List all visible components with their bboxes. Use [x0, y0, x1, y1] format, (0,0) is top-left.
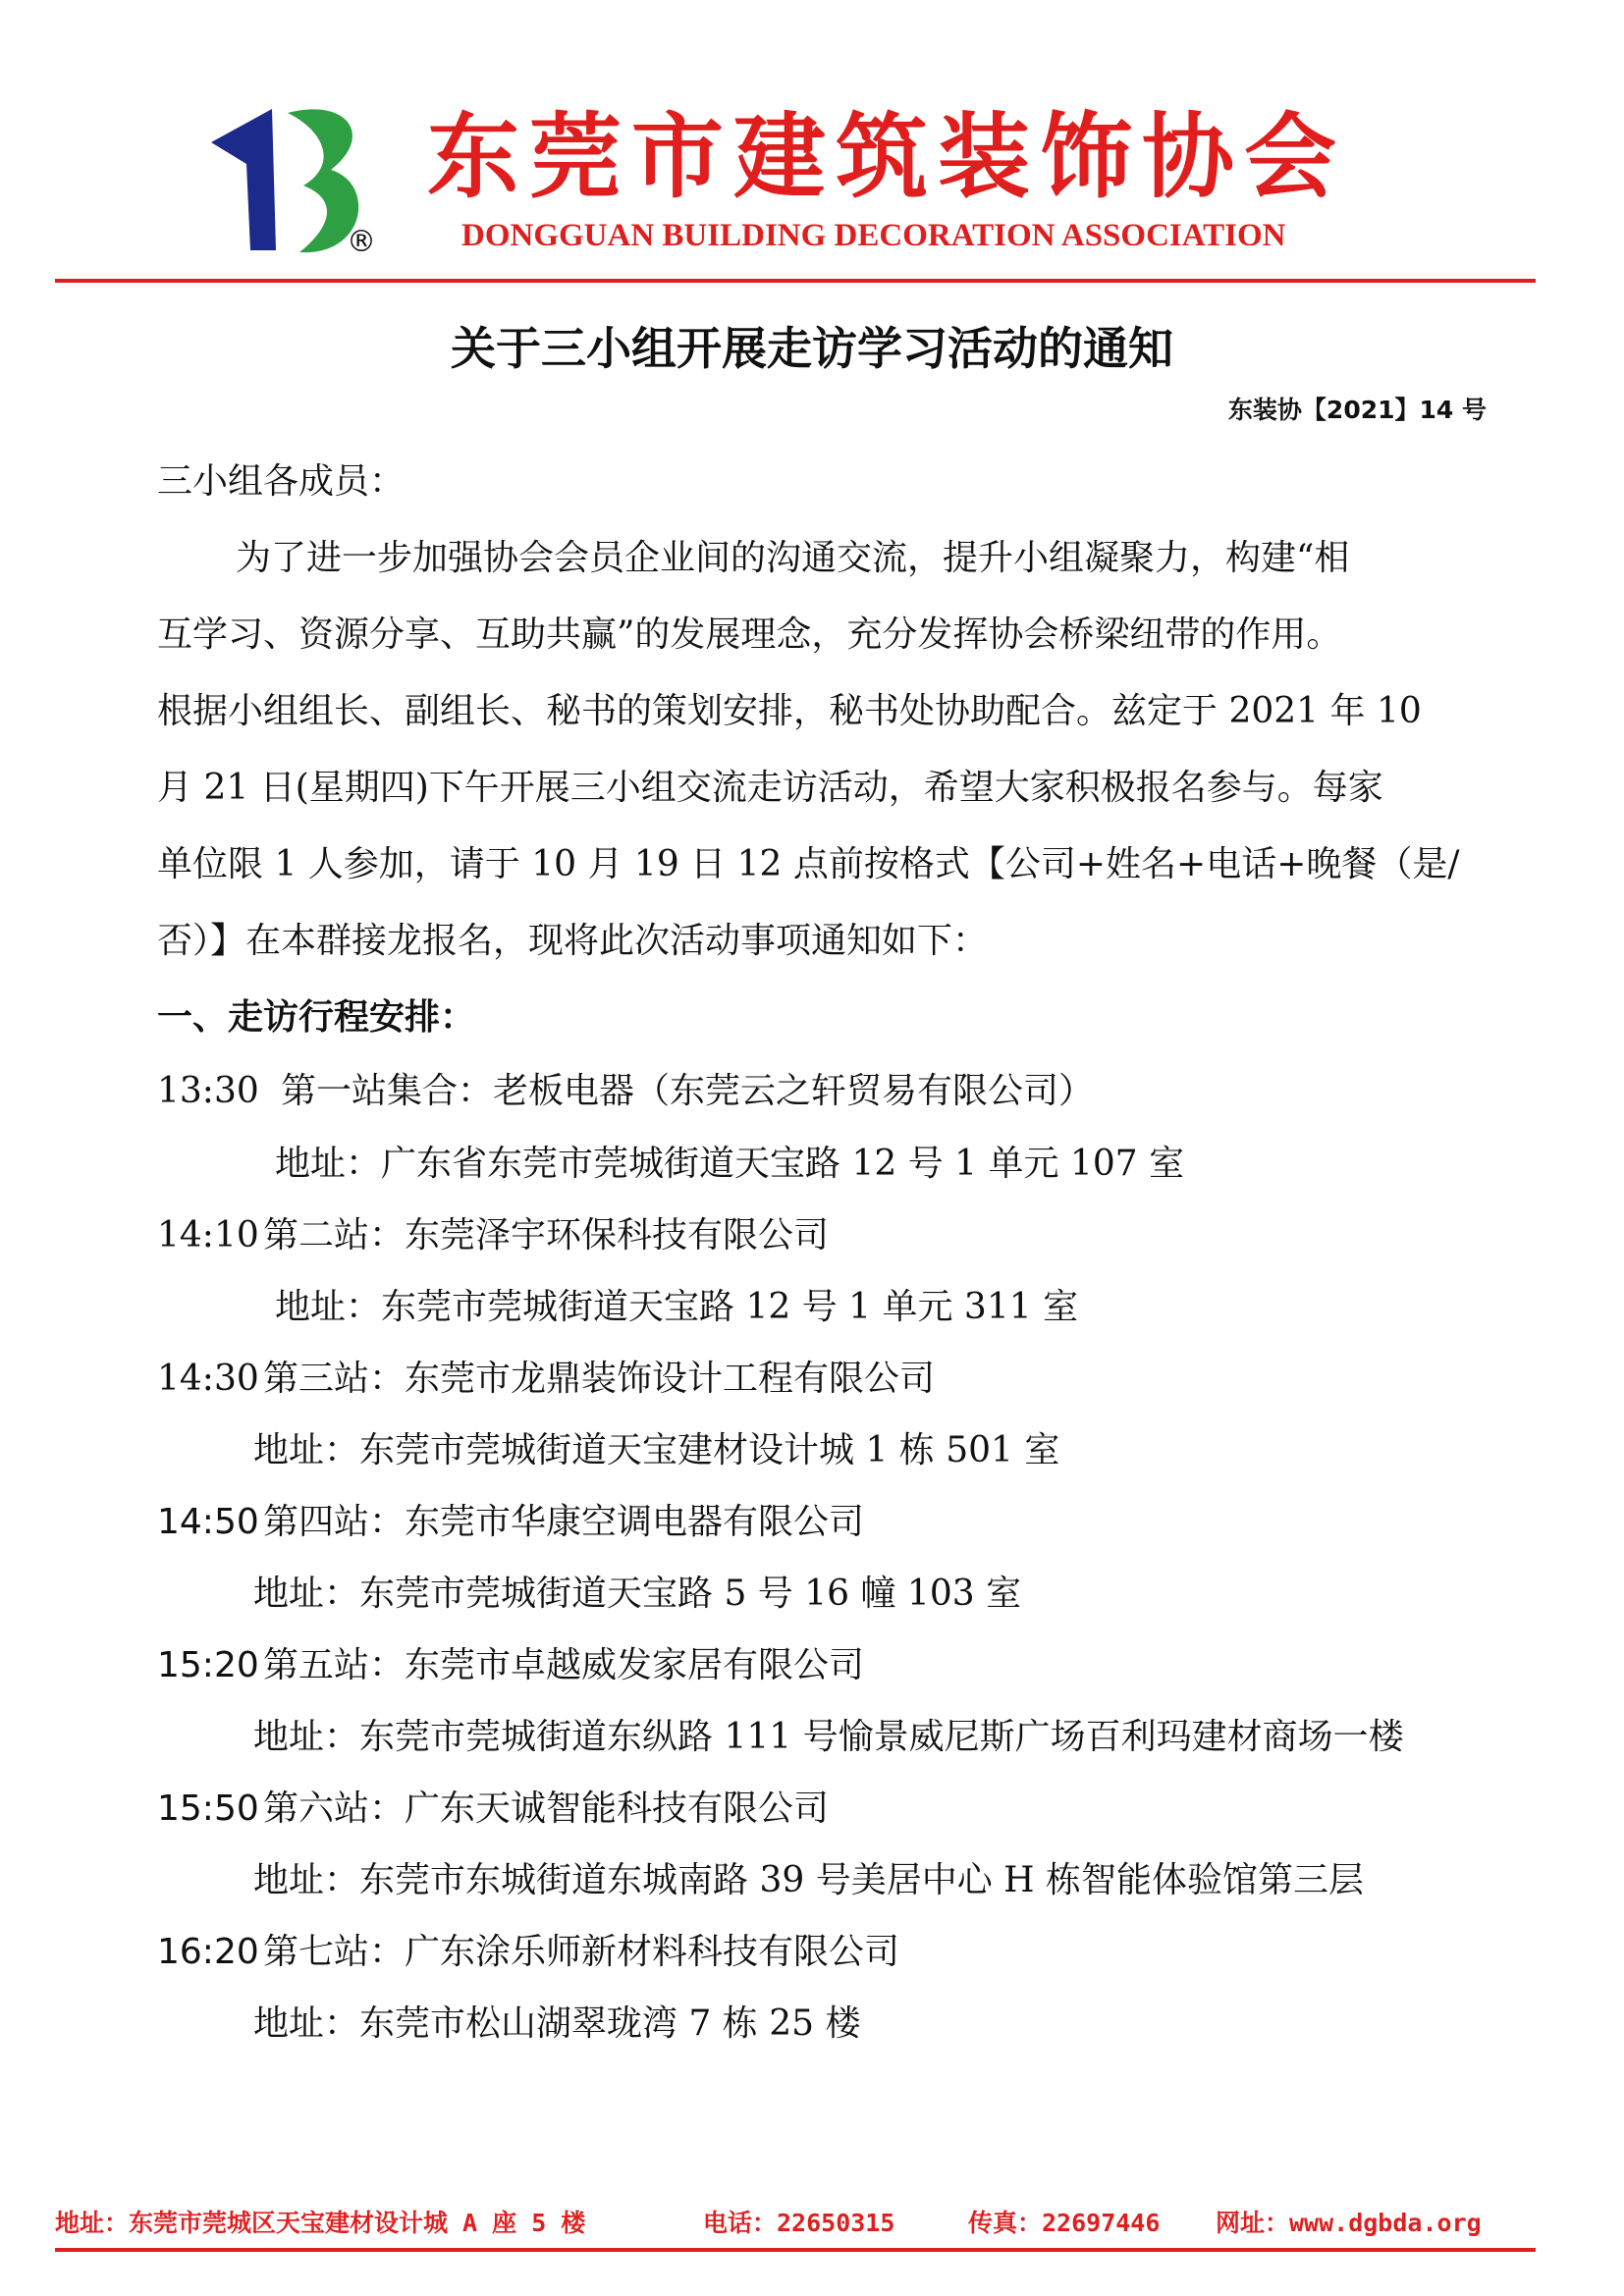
stop-line [157, 1927, 899, 1978]
stop-line [157, 1066, 1094, 1117]
document-number: 东装协【2021】14 号 [1227, 396, 1487, 424]
header-divider [55, 279, 1536, 283]
footer [55, 2204, 1536, 2243]
stop-address: 地址：东莞市莞城街道天宝路 5 号 16 幢 103 室 [253, 1574, 1022, 1614]
body-line: 根据小组组长、副组长、秘书的策划安排，秘书处协助配合。兹定于 2021 年 10 [157, 691, 1422, 731]
org-name-en: DONGGUAN BUILDING DECORATION ASSOCIATION [461, 218, 1286, 253]
footer-fax: 传真：22697446 [968, 2209, 1161, 2237]
stop-name: 第七站：广东涂乐师新材料科技有限公司 [263, 1932, 900, 1972]
salutation: 三小组各成员： [157, 461, 406, 502]
stop-line [157, 1210, 829, 1261]
stop-name: 第一站集合：老板电器（东莞云之轩贸易有限公司） [281, 1071, 1095, 1111]
stop-address: 地址：东莞市东城街道东城南路 39 号美居中心 H 栋智能体验馆第三层 [253, 1860, 1364, 1900]
stop-time: 15:20 [157, 1645, 259, 1685]
registered-mark: ® [347, 225, 376, 259]
document-title: 关于三小组开展走访学习活动的通知 [451, 322, 1173, 375]
stop-line [157, 1497, 864, 1548]
body-line: 月 21 日(星期四)下午开展三小组交流走访活动，希望大家积极报名参与。每家 [157, 768, 1383, 808]
body-line: 否）】在本群接龙报名，现将此次活动事项通知如下： [157, 921, 989, 961]
stop-address: 地址：东莞市松山湖翠珑湾 7 栋 25 楼 [253, 2003, 861, 2044]
stop-time: 15:50 [157, 1789, 259, 1829]
stop-name: 第三站：东莞市龙鼎装饰设计工程有限公司 [263, 1359, 936, 1399]
stop-time: 14:10 [157, 1215, 259, 1255]
footer-address: 地址：东莞市莞城区天宝建材设计城 A 座 5 楼 [55, 2209, 586, 2237]
stop-line [157, 1354, 935, 1405]
body-line: 互学习、资源分享、互助共赢”的发展理念，充分发挥协会桥梁纽带的作用。 [157, 614, 1342, 655]
footer-divider [55, 2248, 1536, 2252]
stop-address: 地址：东莞市莞城街道东纵路 111 号愉景威尼斯广场百利玛建材商场一楼 [253, 1717, 1404, 1757]
stop-name: 第五站：东莞市卓越威发家居有限公司 [263, 1645, 865, 1685]
stop-time: 14:50 [157, 1502, 259, 1542]
org-name-cn: 东莞市建筑装饰协会 [427, 103, 1347, 211]
section-heading: 一、走访行程安排： [157, 997, 476, 1038]
footer-website: 网址：www.dgbda.org [1216, 2209, 1482, 2237]
association-13-logo-icon [201, 103, 378, 260]
stop-time: 16:20 [157, 1932, 259, 1972]
stop-address: 地址：东莞市莞城街道天宝路 12 号 1 单元 311 室 [275, 1287, 1079, 1327]
stop-name: 第六站：广东天诚智能科技有限公司 [263, 1789, 830, 1829]
body-line: 单位限 1 人参加，请于 10 月 19 日 12 点前按格式【公司+姓名+电话+晚餐（是/ [157, 844, 1460, 884]
stop-name: 第四站：东莞市华康空调电器有限公司 [263, 1502, 865, 1542]
stop-line [157, 1640, 864, 1691]
stop-address: 地址：东莞市莞城街道天宝建材设计城 1 栋 501 室 [253, 1430, 1060, 1470]
stop-time: 13:30 [157, 1071, 259, 1111]
stop-address: 地址：广东省东莞市莞城街道天宝路 12 号 1 单元 107 室 [275, 1144, 1185, 1184]
stop-line [157, 1784, 829, 1835]
stop-name: 第二站：东莞泽宇环保科技有限公司 [263, 1215, 830, 1255]
stop-time: 14:30 [157, 1359, 259, 1399]
body-line: 为了进一步加强协会会员企业间的沟通交流，提升小组凝聚力，构建“相 [236, 538, 1350, 578]
footer-phone: 电话：22650315 [703, 2209, 895, 2237]
